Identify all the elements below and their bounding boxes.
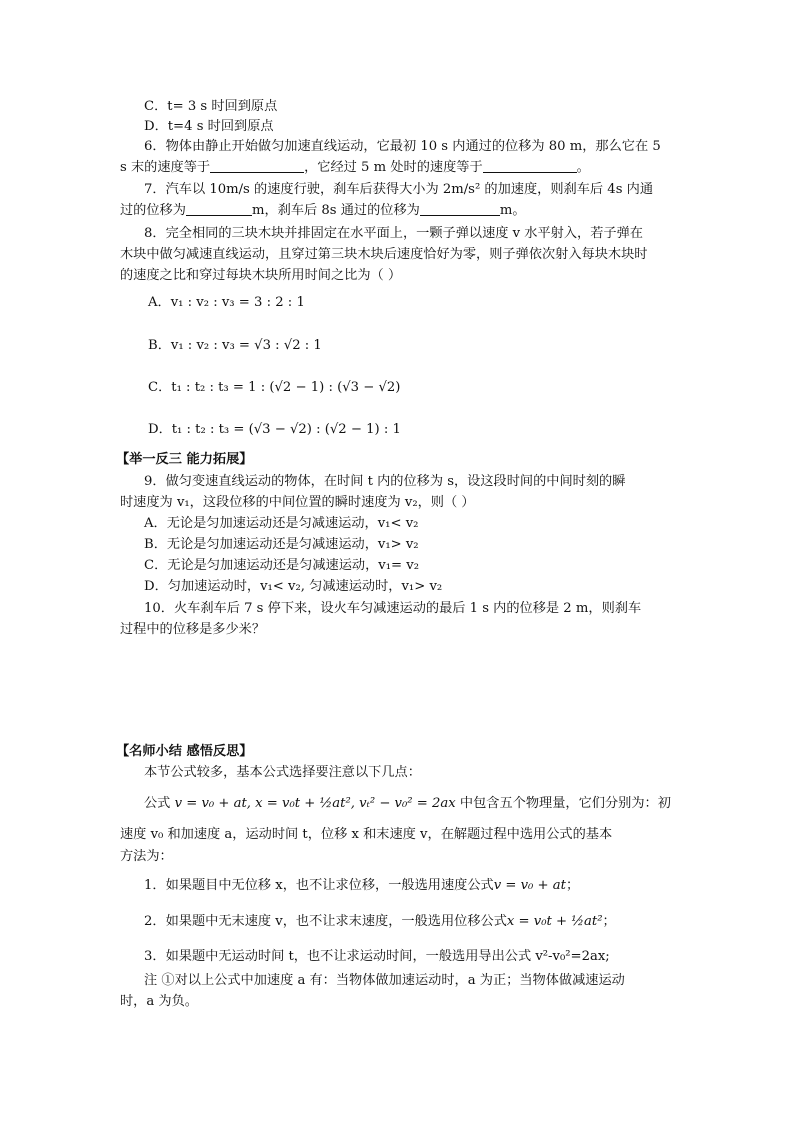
displacement-formula: x = v₀t + ½at² — [506, 914, 603, 929]
q9-option-b: B．无论是匀加速运动还是匀减速运动，v₁> v₂ — [144, 537, 419, 552]
summary-formula-suffix: 中包含五个物理量，它们分别为：初 — [459, 796, 671, 811]
summary-point-1 — [144, 876, 579, 896]
summary-line4: 方法为： — [120, 849, 173, 864]
q7-text-b: m，刹车后 8s 通过的位移为 — [251, 203, 420, 218]
q6-blank-2[interactable] — [483, 158, 577, 173]
summary-point-2-text: 2．如果题中无末速度 v，也不让求末速度，一般选用位移公式 — [144, 914, 507, 929]
summary-formula: v = v₀ + at, x = v₀t + ½at², vₜ² − v₀² = 2ax — [174, 796, 456, 811]
q9-line2: 时速度为 v₁，这段位移的中间位置的瞬时速度为 v₂，则（ ） — [120, 495, 475, 510]
q7-blank-2[interactable] — [420, 201, 500, 216]
q6-blank-1[interactable] — [210, 158, 304, 173]
q9-option-a: A．无论是匀加速运动还是匀减速运动，v₁< v₂ — [144, 516, 419, 531]
q10-line2: 过程中的位移是多少米？ — [120, 622, 266, 637]
q8-line1: 8．完全相同的三块木块并排固定在水平面上，一颗子弹以速度 v 水平射入，若子弹在 — [144, 226, 643, 241]
q8-option-d: D．t₁ : t₂ : t₃ = (√3 − √2) : (√2 − 1) : 1 — [148, 422, 401, 437]
q9-line1: 9．做匀变速直线运动的物体，在时间 t 内的位移为 s，设这段时间的中间时刻的瞬 — [144, 474, 626, 489]
section-heading-4: 【名师小结 感悟反思】 — [116, 744, 253, 759]
q7-text-a: 过的位移为 — [120, 203, 186, 218]
q6-text-a: s 末的速度等于 — [120, 160, 211, 175]
summary-point-2-end: ； — [602, 914, 616, 929]
summary-line3: 速度 v₀ 和加速度 a，运动时间 t，位移 x 和末速度 v，在解题过程中选用公式的基本 — [120, 827, 613, 842]
summary-point-1-text: 1．如果题目中无位移 x，也不让求位移，一般选用速度公式 — [144, 878, 494, 893]
q8-line2: 木块中做匀减速直线运动，且穿过第三块木块后速度恰好为零，则子弹依次射入每块木块时 — [120, 247, 648, 262]
summary-note-line2: 时，a 为负。 — [120, 994, 198, 1009]
q8-option-b: B．v₁ : v₂ : v₃ = √3 : √2 : 1 — [148, 338, 322, 353]
option-c-prev: C．t= 3 s 时回到原点 — [144, 99, 278, 114]
q8-option-a: A．v₁ : v₂ : v₃ = 3 : 2 : 1 — [148, 295, 305, 310]
q9-option-d: D．匀加速运动时，v₁< v₂, 匀减速运动时，v₁> v₂ — [144, 579, 443, 594]
q9-option-c: C．无论是匀加速运动还是匀减速运动，v₁= v₂ — [144, 558, 419, 573]
q6-line1: 6．物体由静止开始做匀加速直线运动，它最初 10 s 内通过的位移为 80 m，那么它在 5 — [144, 139, 661, 154]
q7-line1: 7．汽车以 10m/s 的速度行驶，刹车后获得大小为 2m/s² 的加速度，则刹车后 4s 内通 — [144, 182, 654, 197]
q8-option-c: C．t₁ : t₂ : t₃ = 1 : (√2 − 1) : (√3 − √2) — [148, 380, 401, 395]
q6-text-c: 。 — [576, 160, 590, 175]
summary-formula-line — [144, 790, 671, 818]
q6-text-b: ，它经过 5 m 处时的速度等于 — [304, 160, 483, 175]
summary-intro: 本节公式较多，基本公式选择要注意以下几点： — [144, 765, 421, 780]
summary-note-line1: 注 ①对以上公式中加速度 a 有：当物体做加速运动时，a 为正；当物体做减速运动 — [144, 973, 625, 988]
velocity-formula: v = v₀ + at — [493, 878, 566, 893]
q7-text-c: m。 — [499, 203, 526, 218]
option-d-prev: D．t=4 s 时回到原点 — [144, 119, 274, 134]
q7-blank-1[interactable] — [186, 201, 252, 216]
q10-line1: 10．火车刹车后 7 s 停下来，设火车匀减速运动的最后 1 s 内的位移是 2 m，则刹车 — [144, 601, 642, 616]
summary-point-2 — [144, 912, 616, 932]
section-heading-3: 【举一反三 能力拓展】 — [116, 452, 253, 467]
summary-point-3: 3．如果题中无运动时间 t，也不让求运动时间，一般选用导出公式 v²-v₀²=2ax; — [144, 949, 610, 964]
q6-line2 — [120, 158, 590, 178]
q8-line3: 的速度之比和穿过每块木块所用时间之比为（ ） — [120, 268, 402, 283]
summary-formula-prefix: 公式 — [144, 796, 171, 811]
q7-line2 — [120, 201, 526, 221]
summary-point-1-end: ； — [565, 878, 580, 893]
